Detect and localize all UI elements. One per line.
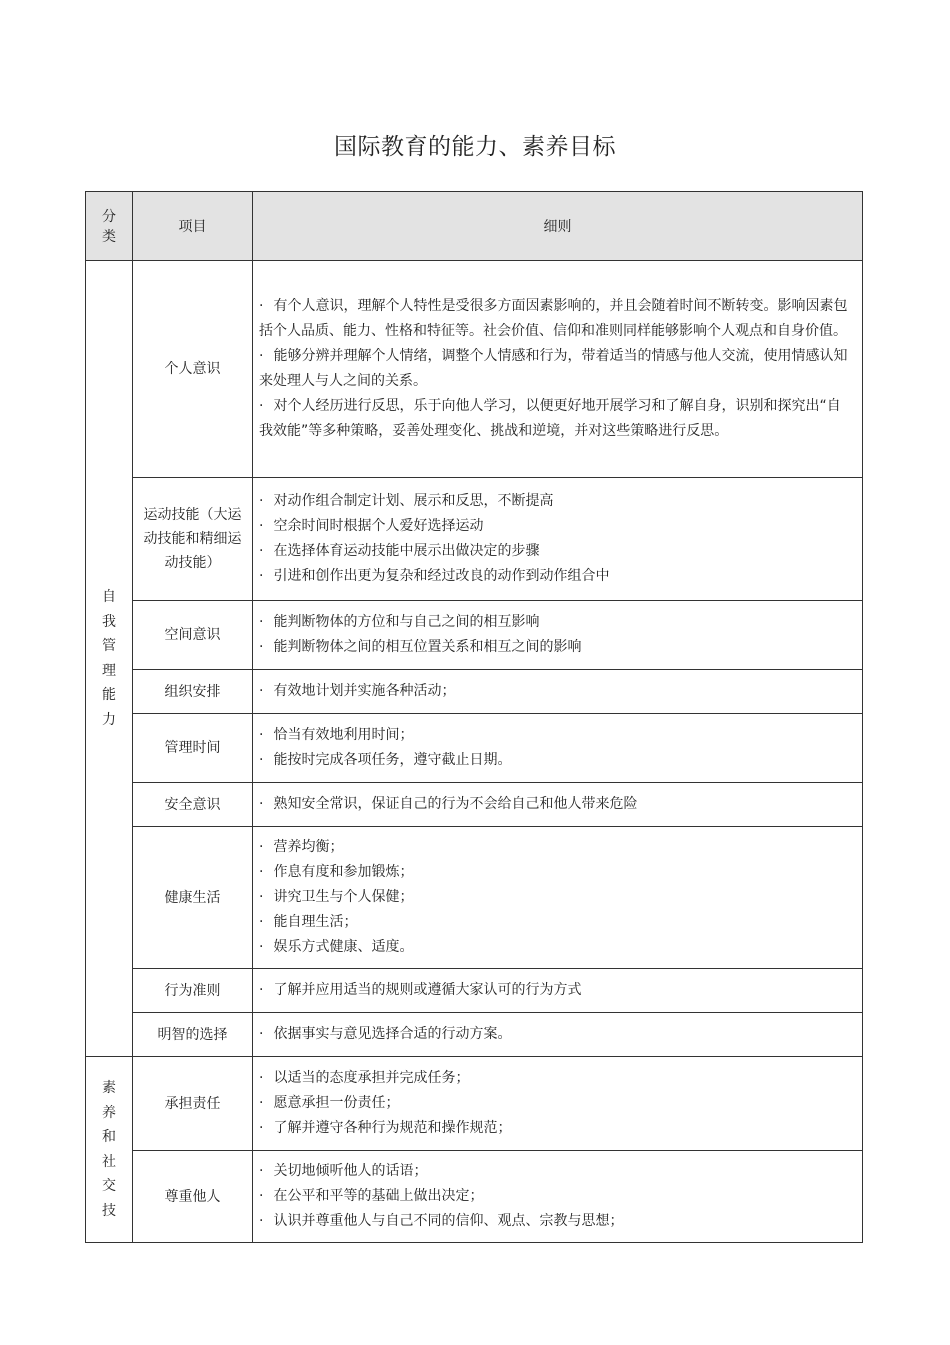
detail-cell [253,670,863,714]
detail-item [259,1116,854,1141]
detail-text: 愿意承担一份责任； [273,1095,400,1111]
item-cell: 个人意识 [133,261,253,478]
item-cell: 承担责任 [133,1057,253,1151]
table-row [86,1151,863,1243]
detail-cell [253,783,863,827]
detail-text: 能自理生活； [273,914,358,930]
detail-text: 了解并应用适当的规则或遵循大家认可的行为方式 [273,982,582,998]
bullet-dot-icon: · [259,1163,264,1179]
detail-text: 娱乐方式健康、适度。 [273,939,414,955]
detail-text: 有个人意识，理解个人特性是受很多方面因素影响的，并且会随着时间不断转变。影响因素包括个人品质、能力、性格和特征等。社会价值、信仰和准则同样能够影响个人观点和自身价值。 [259,298,848,339]
detail-item [259,539,854,564]
bullet-dot-icon: · [259,543,264,559]
table-row [86,969,863,1013]
table-row [86,670,863,714]
table-header-row [86,192,863,261]
detail-item [259,514,854,539]
detail-item [259,748,854,773]
category-label: 素养和社交技 [102,1080,116,1219]
bullet-dot-icon: · [259,939,264,955]
bullet-dot-icon: · [259,298,264,314]
bullet-dot-icon: · [259,727,264,743]
bullet-dot-icon: · [259,398,264,414]
bullet-dot-icon: · [259,1213,264,1229]
detail-cell [253,714,863,783]
detail-text: 认识并尊重他人与自己不同的信仰、观点、宗教与思想； [273,1213,624,1229]
bullet-dot-icon: · [259,568,264,584]
detail-cell [253,827,863,969]
detail-item [259,885,854,910]
table-row [86,601,863,670]
item-cell: 运动技能（大运动技能和精细运动技能） [133,478,253,601]
detail-text: 对个人经历进行反思，乐于向他人学习，以便更好地开展学习和了解自身，识别和探究出“自我效能”等多种策略，妥善处理变化、挑战和逆境，并对这些策略进行反思。 [259,398,841,439]
category-cell [86,261,133,1057]
category-cell [86,1057,133,1243]
detail-text: 对动作组合制定计划、展示和反思，不断提高 [273,493,554,509]
bullet-dot-icon: · [259,914,264,930]
bullet-dot-icon: · [259,796,264,812]
bullet-dot-icon: · [259,752,264,768]
goal-table [85,191,863,1243]
item-cell: 尊重他人 [133,1151,253,1243]
detail-item [259,1209,854,1234]
detail-text: 在公平和平等的基础上做出决定； [273,1188,484,1204]
bullet-dot-icon: · [259,1120,264,1136]
detail-item [259,1066,854,1091]
detail-item [259,344,854,394]
bullet-dot-icon: · [259,1095,264,1111]
bullet-dot-icon: · [259,1188,264,1204]
detail-text: 恰当有效地利用时间； [273,727,414,743]
bullet-dot-icon: · [259,1070,264,1086]
detail-item [259,792,854,817]
detail-cell [253,1013,863,1057]
detail-text: 空余时间时根据个人爱好选择运动 [273,518,484,534]
detail-text: 关切地倾听他人的话语； [273,1163,428,1179]
bullet-dot-icon: · [259,982,264,998]
table-row [86,827,863,969]
bullet-dot-icon: · [259,889,264,905]
document-title: 国际教育的能力、素养目标 [334,134,616,160]
detail-text: 以适当的态度承担并完成任务； [273,1070,470,1086]
detail-text: 能判断物体之间的相互位置关系和相互之间的影响 [273,639,582,655]
detail-text: 了解并遵守各种行为规范和操作规范； [273,1120,512,1136]
detail-item [259,978,854,1003]
detail-text: 引进和创作出更为复杂和经过改良的动作到动作组合中 [273,568,610,584]
table-body [86,261,863,1243]
detail-text: 能够分辨并理解个人情绪，调整个人情感和行为，带着适当的情感与他人交流，使用情感认知来处理人与人之间的关系。 [259,348,848,389]
table-row [86,1013,863,1057]
bullet-dot-icon: · [259,864,264,880]
detail-text: 熟知安全常识，保证自己的行为不会给自己和他人带来危险 [273,796,638,812]
detail-item [259,489,854,514]
detail-cell [253,1057,863,1151]
table-row [86,261,863,478]
detail-item [259,635,854,660]
detail-cell [253,969,863,1013]
detail-text: 依据事实与意见选择合适的行动方案。 [273,1026,512,1042]
detail-cell [253,1151,863,1243]
detail-item [259,835,854,860]
detail-item [259,1184,854,1209]
item-cell: 明智的选择 [133,1013,253,1057]
detail-item [259,1159,854,1184]
detail-text: 有效地计划并实施各种活动； [273,683,456,699]
table-row [86,783,863,827]
table-row [86,714,863,783]
bullet-dot-icon: · [259,683,264,699]
bullet-dot-icon: · [259,614,264,630]
header-item: 项目 [133,192,253,261]
item-cell: 管理时间 [133,714,253,783]
item-cell: 行为准则 [133,969,253,1013]
detail-item [259,394,854,444]
item-cell: 健康生活 [133,827,253,969]
header-detail: 细则 [253,192,863,261]
bullet-dot-icon: · [259,1026,264,1042]
detail-item [259,564,854,589]
detail-item [259,1091,854,1116]
detail-text: 能按时完成各项任务，遵守截止日期。 [273,752,512,768]
detail-cell [253,601,863,670]
detail-cell [253,261,863,478]
bullet-dot-icon: · [259,348,264,364]
bullet-dot-icon: · [259,639,264,655]
detail-text: 在选择体育运动技能中展示出做决定的步骤 [273,543,540,559]
header-category: 分类 [86,192,133,261]
detail-cell [253,478,863,601]
detail-item [259,723,854,748]
detail-text: 讲究卫生与个人保健； [273,889,414,905]
item-cell: 安全意识 [133,783,253,827]
bullet-dot-icon: · [259,493,264,509]
detail-item [259,935,854,960]
detail-item [259,1022,854,1047]
detail-item [259,860,854,885]
detail-item [259,610,854,635]
bullet-dot-icon: · [259,518,264,534]
detail-item [259,294,854,344]
detail-text: 能判断物体的方位和与自己之间的相互影响 [273,614,540,630]
detail-text: 营养均衡； [273,839,344,855]
detail-item [259,679,854,704]
table-row [86,1057,863,1151]
detail-item [259,910,854,935]
item-cell: 组织安排 [133,670,253,714]
bullet-dot-icon: · [259,839,264,855]
table-row [86,478,863,601]
item-cell: 空间意识 [133,601,253,670]
category-label: 自我管理能力 [102,589,116,728]
detail-text: 作息有度和参加锻炼； [273,864,414,880]
